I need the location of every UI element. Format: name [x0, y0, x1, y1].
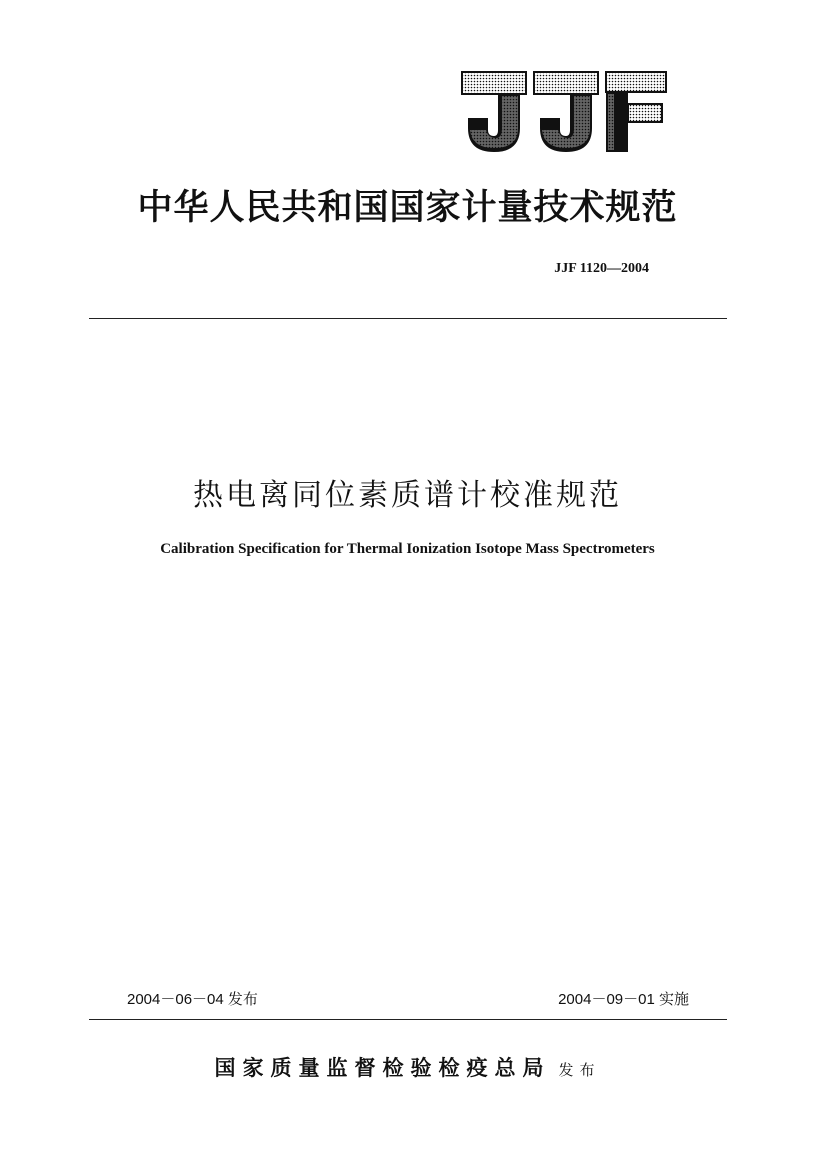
logo-letter-j-second — [534, 72, 598, 152]
publisher-suffix: 发布 — [558, 1061, 601, 1079]
logo-letter-f — [606, 72, 666, 152]
document-title-english: Calibration Specification for Thermal Ionization Isotope Mass Spectrometers — [160, 541, 655, 557]
publisher-name: 国家质量监督检验检疫总局 — [214, 1055, 551, 1080]
logo-letter-j-first — [462, 72, 526, 152]
top-divider — [89, 318, 727, 319]
bottom-divider — [89, 1019, 727, 1020]
issue-date: 2004－06－04 发布 — [127, 991, 258, 1008]
jjf-logo-icon — [458, 68, 670, 156]
document-title-chinese: 热电离同位素质谱计校准规范 — [193, 478, 622, 513]
document-number: JJF 1120—2004 — [554, 261, 649, 276]
implementation-date: 2004－09－01 实施 — [558, 991, 689, 1008]
main-title: 中华人民共和国国家计量技术规范 — [137, 187, 678, 228]
publisher-line — [0, 1052, 815, 1082]
